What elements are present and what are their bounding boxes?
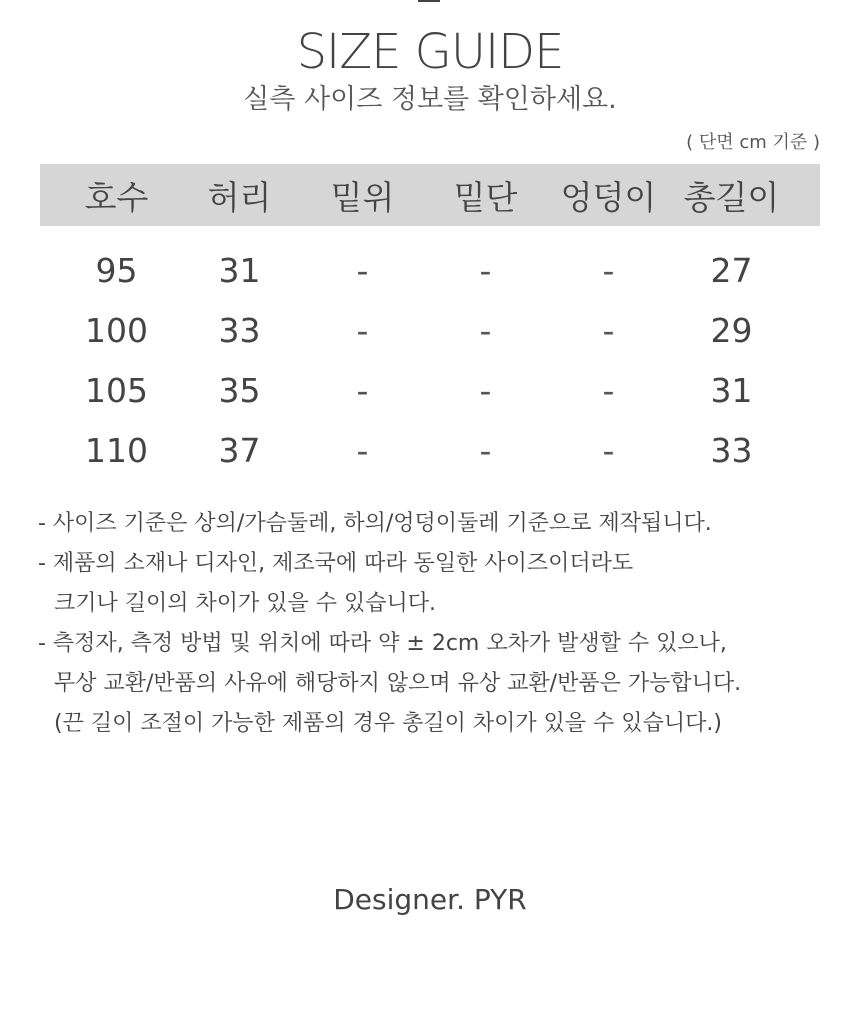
note-line: (끈 길이 조절이 가능한 제품의 경우 총길이 차이가 있을 수 있습니다.) xyxy=(54,711,722,736)
column-header-hem: 밑단 xyxy=(453,177,518,217)
table-row xyxy=(40,420,820,480)
size-notes xyxy=(38,504,838,744)
table-header-row xyxy=(40,164,820,226)
table-body xyxy=(40,226,820,480)
table-row xyxy=(40,300,820,360)
cell-hip: - xyxy=(602,250,615,290)
note-line: - 측정자, 측정 방법 및 위치에 따라 약 ± 2cm 오차가 발생할 수 있으나, xyxy=(38,631,727,656)
cell-hem: - xyxy=(479,430,492,470)
cell-hem: - xyxy=(479,370,492,410)
cell-hem: - xyxy=(479,310,492,350)
cell-rise: - xyxy=(356,250,369,290)
cell-size: 110 xyxy=(85,430,148,470)
cell-rise: - xyxy=(356,370,369,410)
cell-waist: 31 xyxy=(218,250,261,290)
table-row xyxy=(40,360,820,420)
cell-size: 100 xyxy=(85,310,148,350)
cell-total-length: 29 xyxy=(710,310,753,350)
column-header-size: 호수 xyxy=(84,177,149,217)
cell-total-length: 31 xyxy=(710,370,753,410)
page-subtitle: 실측 사이즈 정보를 확인하세요. xyxy=(243,84,617,115)
cell-hip: - xyxy=(602,430,615,470)
table-row xyxy=(40,240,820,300)
cell-rise: - xyxy=(356,310,369,350)
cell-hip: - xyxy=(602,370,615,410)
note-line: 무상 교환/반품의 사유에 해당하지 않으며 유상 교환/반품은 가능합니다. xyxy=(54,671,742,696)
cell-hip: - xyxy=(602,310,615,350)
note-line: - 사이즈 기준은 상의/가슴둘레, 하의/엉덩이둘레 기준으로 제작됩니다. xyxy=(38,511,712,536)
note-line: 크기나 길이의 차이가 있을 수 있습니다. xyxy=(54,591,436,616)
column-header-waist: 허리 xyxy=(207,177,272,217)
column-header-hip: 엉덩이 xyxy=(560,177,657,217)
cell-size: 95 xyxy=(95,250,138,290)
column-header-rise: 밑위 xyxy=(330,177,395,217)
column-header-total-length: 총길이 xyxy=(683,177,780,217)
cell-hem: - xyxy=(479,250,492,290)
cell-size: 105 xyxy=(85,370,148,410)
cell-rise: - xyxy=(356,430,369,470)
page-title: SIZE GUIDE xyxy=(296,24,564,80)
cell-total-length: 27 xyxy=(710,250,753,290)
unit-note: ( 단면 cm 기준 ) xyxy=(686,132,820,153)
top-divider xyxy=(418,0,440,2)
cell-total-length: 33 xyxy=(710,430,753,470)
cell-waist: 35 xyxy=(218,370,261,410)
note-line: - 제품의 소재나 디자인, 제조국에 따라 동일한 사이즈이더라도 xyxy=(38,551,634,576)
cell-waist: 33 xyxy=(218,310,261,350)
cell-waist: 37 xyxy=(218,430,261,470)
designer-credit: Designer. PYR xyxy=(333,883,527,916)
size-table xyxy=(40,164,820,480)
